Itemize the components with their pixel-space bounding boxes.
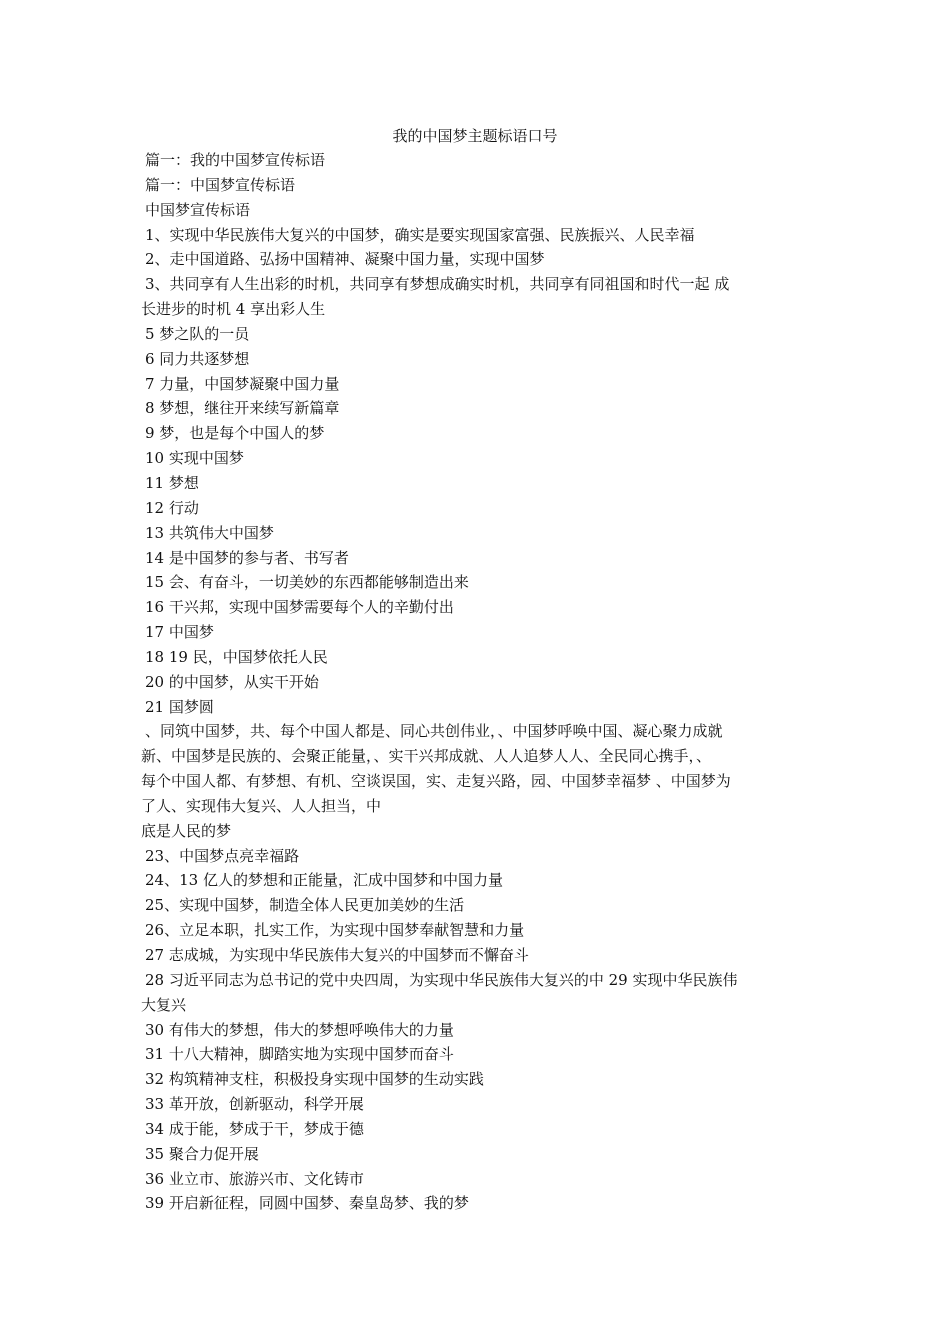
text-line: 7 力量，中国梦凝聚中国力量	[145, 374, 340, 393]
text-line: 中国梦宣传标语	[145, 200, 251, 219]
document-body	[141, 148, 810, 1216]
text-line: 底是人民的梦	[141, 821, 232, 840]
text-line: 了人、实现伟大复兴、人人担当，中	[141, 796, 382, 815]
text-line: 、同筑中国梦，共、每个中国人都是、同心共创伟业，、中国梦呼唤中国、凝心聚力成就	[145, 722, 723, 741]
text-line: 2、走中国道路、弘扬中国精神、凝聚中国力量，实现中国梦	[145, 250, 545, 269]
text-line: 每个中国人都、有梦想、有机、空谈误国，实、走复兴路，园、中国梦幸福梦 、中国梦为	[141, 772, 731, 791]
text-line: 20 的中国梦，从实干开始	[145, 672, 319, 691]
text-line: 8 梦想，继往开来续写新篇章	[145, 399, 340, 418]
text-line: 32 构筑精神支柱，积极投身实现中国梦的生动实践	[145, 1070, 484, 1089]
text-line: 13 共筑伟大中国梦	[145, 523, 274, 542]
text-line: 27 志成城，为实现中华民族伟大复兴的中国梦而不懈奋斗	[145, 946, 529, 964]
text-line: 25、实现中国梦，制造全体人民更加美妙的生活	[145, 896, 465, 915]
text-line: 15 会、有奋斗，一切美妙的东西都能够制造出来	[145, 573, 469, 592]
text-line: 33 革开放，创新驱动，科学开展	[145, 1095, 364, 1114]
text-line: 17 中国梦	[145, 623, 214, 642]
text-line: 1、实现中华民族伟大复兴的中国梦，确实是要实现国家富强、民族振兴、人民幸福	[145, 225, 695, 244]
text-line: 18 19 民，中国梦依托人民	[145, 647, 328, 666]
text-line: 24、13 亿人的梦想和正能量，汇成中国梦和中国力量	[145, 871, 503, 890]
text-line: 10 实现中国梦	[145, 449, 244, 468]
text-line: 6 同力共逐梦想	[145, 349, 250, 368]
text-line: 12 行动	[145, 498, 199, 517]
text-line: 新、中国梦是民族的、会聚正能量，、实干兴邦成就、人人追梦人人、全民同心携手，、	[141, 747, 712, 766]
text-line: 30 有伟大的梦想，伟大的梦想呼唤伟大的力量	[145, 1020, 454, 1039]
text-line: 26、立足本职，扎实工作，为实现中国梦奉献智慧和力量	[145, 921, 525, 940]
text-line: 篇一：我的中国梦宣传标语	[145, 151, 326, 169]
text-line: 23、中国梦点亮幸福路	[145, 846, 300, 865]
text-line: 9 梦，也是每个中国人的梦	[145, 424, 325, 443]
text-line: 大复兴	[141, 995, 187, 1014]
document-title: 我的中国梦主题标语口号	[392, 127, 558, 145]
text-line: 5 梦之队的一员	[145, 324, 250, 343]
text-line: 31 十八大精神，脚踏实地为实现中国梦而奋斗	[145, 1045, 454, 1064]
text-line: 28 习近平同志为总书记的党中央四周，为实现中华民族伟大复兴的中 29 实现中华民族伟	[145, 970, 738, 989]
text-line: 11 梦想	[145, 473, 199, 492]
text-line: 36 业立市、旅游兴市、文化铸市	[145, 1169, 364, 1188]
text-line: 35 聚合力促开展	[145, 1144, 259, 1163]
text-line: 34 成于能，梦成于干，梦成于德	[145, 1119, 364, 1138]
text-line: 长进步的时机 4 享出彩人生	[141, 300, 326, 319]
text-line: 16 干兴邦，实现中国梦需要每个人的辛勤付出	[145, 598, 454, 617]
text-line: 篇一：中国梦宣传标语	[145, 175, 296, 194]
text-line: 3、共同享有人生出彩的时机，共同享有梦想成确实时机，共同享有同祖国和时代一起 成	[145, 275, 730, 294]
text-line: 14 是中国梦的参与者、书写者	[145, 548, 349, 567]
text-line: 21 国梦圆	[145, 697, 214, 716]
text-line: 39 开启新征程，同圆中国梦、秦皇岛梦、我的梦	[145, 1194, 469, 1213]
